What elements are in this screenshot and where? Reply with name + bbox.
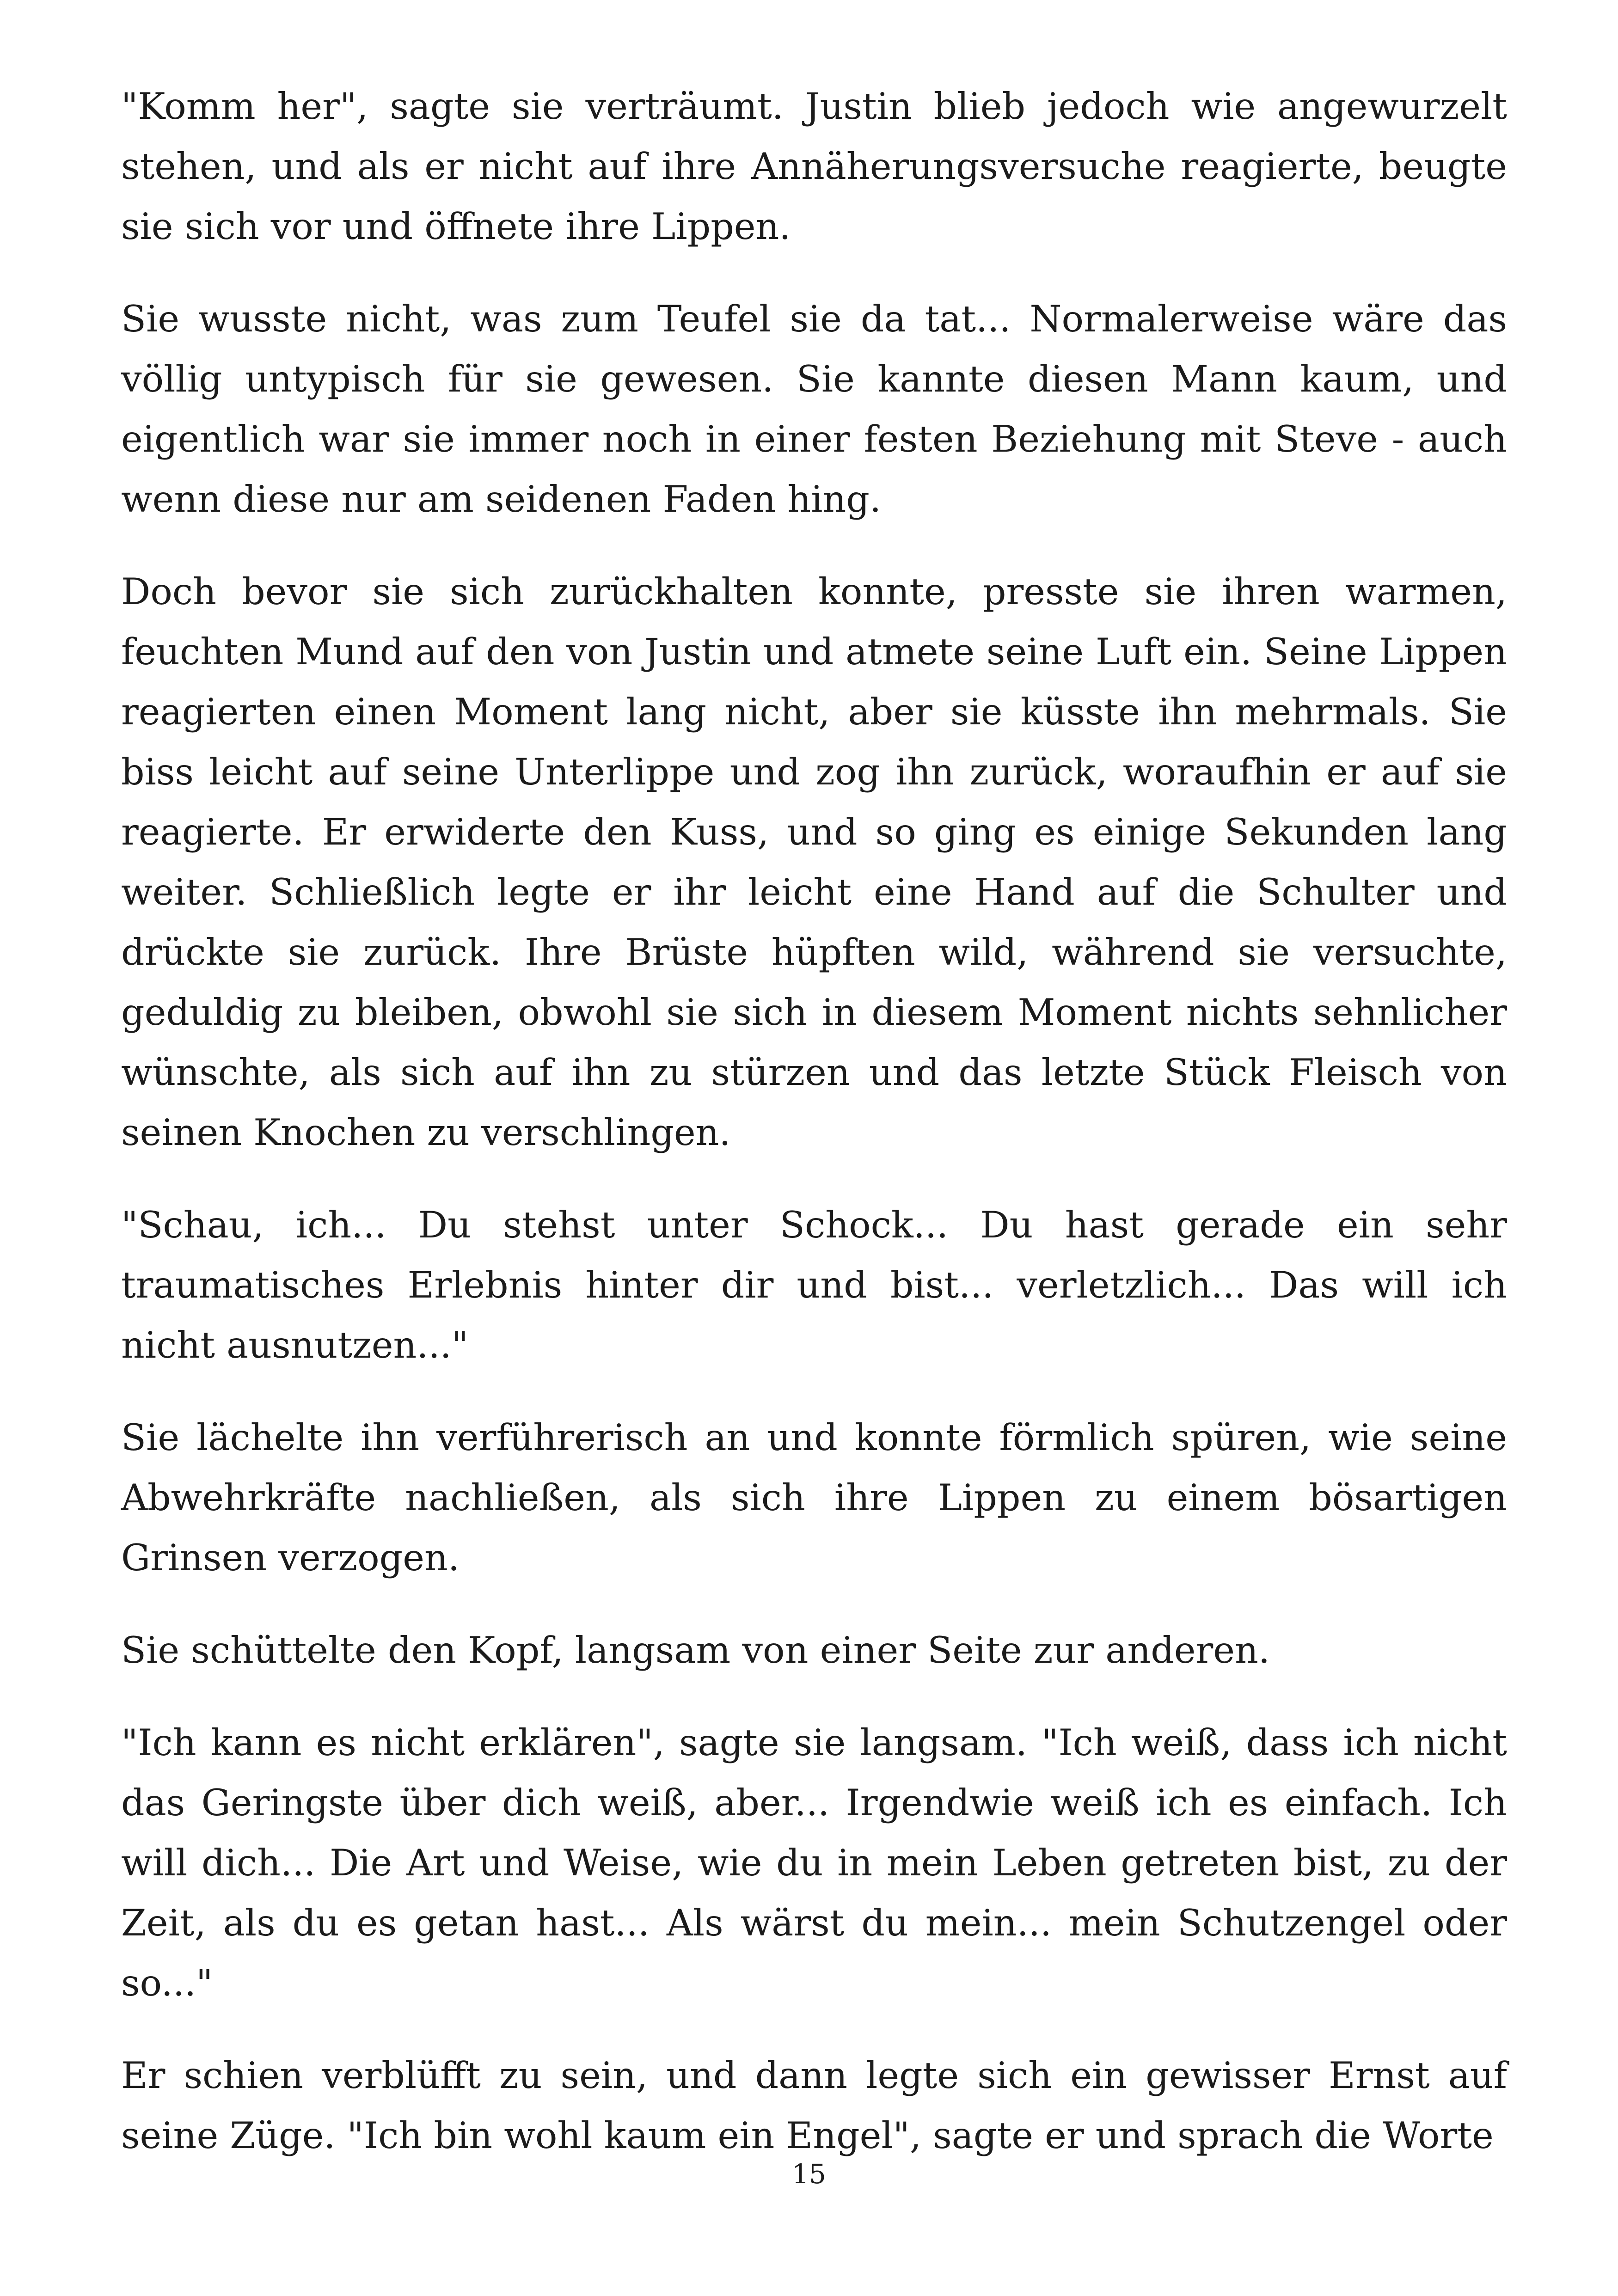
paragraph: Sie lächelte ihn verführerisch an und konnte förmlich spüren, wie seine Abwehrkräfte nachließen, als sich ihre Lippen zu einem bösartigen Grinsen verzogen.: [121, 1416, 1507, 1579]
page-number: 15: [792, 2158, 826, 2190]
paragraph: "Komm her", sagte sie verträumt. Justin blieb jedoch wie angewurzelt stehen, und als er nicht auf ihre Annäherungsversuche reagierte, beugte sie sich vor und öffnete ihre Lippen.: [121, 85, 1507, 248]
paragraph: "Schau, ich... Du stehst unter Schock... Du hast gerade ein sehr traumatisches Erlebnis hinter dir und bist... verletzlich... Das will ich nicht ausnutzen...": [121, 1204, 1507, 1366]
paragraph: Doch bevor sie sich zurückhalten konnte, presste sie ihren warmen, feuchten Mund auf den von Justin und atmete seine Luft ein. Seine Lippen reagierten einen Moment lang nicht, aber sie küsste ihn mehrmals. Sie biss leicht auf seine Unterlippe und zog ihn zurück, woraufhin er auf sie reagierte. Er erwiderte den Kuss, und so ging es einige Sekunden lang weiter. Schließlich legte er ihr leicht eine Hand auf die Schulter und drückte sie zurück. Ihre Brüste hüpften wild, während sie versuchte, geduldig zu bleiben, obwohl sie sich in diesem Moment nichts sehnlicher wünschte, als sich auf ihn zu stürzen und das letzte Stück Fleisch von seinen Knochen zu verschlingen.: [121, 570, 1507, 1154]
paragraph: Sie wusste nicht, was zum Teufel sie da tat... Normalerweise wäre das völlig untypisch für sie gewesen. Sie kannte diesen Mann kaum, und eigentlich war sie immer noch in einer festen Beziehung mit Steve - auch wenn diese nur am seidenen Faden hing.: [121, 298, 1507, 520]
paragraph: "Ich kann es nicht erklären", sagte sie langsam. "Ich weiß, dass ich nicht das Geringste über dich weiß, aber... Irgendwie weiß ich es einfach. Ich will dich... Die Art und Weise, wie du in mein Leben getreten bist, zu der Zeit, als du es getan hast... Als wärst du mein... mein Schutzengel oder so...": [121, 1721, 1507, 2004]
paragraph: Er schien verblüfft zu sein, und dann legte sich ein gewisser Ernst auf seine Züge. "Ich bin wohl kaum ein Engel", sagte er und sprach die Worte: [121, 2054, 1507, 2157]
body-text: [121, 76, 1507, 2198]
paragraph: Sie schüttelte den Kopf, langsam von einer Seite zur anderen.: [121, 1629, 1270, 1671]
